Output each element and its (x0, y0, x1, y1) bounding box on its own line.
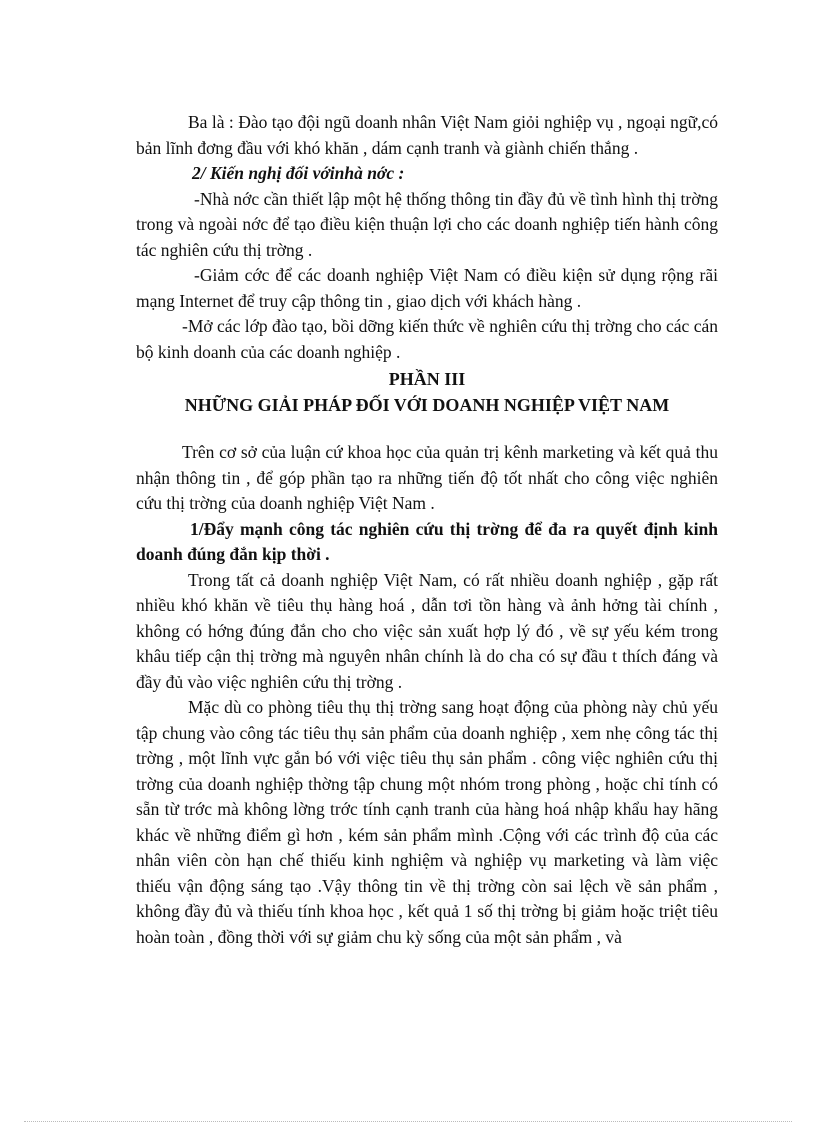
paragraph-difficulties: Trong tất cả doanh nghiệp Việt Nam, có rất nhiều doanh nghiệp , gặp rất nhiều khó khăn về tiêu thụ hàng hoá , dẫn tơi tồn hàng và ảnh hởng tài chính , không có hớng đúng đắn cho cho việc sản xuất hợp lý đó , về sự yếu kém trong khâu tiếp cận thị trờng mà nguyên nhân chính là do cha có sự đầu t thích đáng và đầy đủ vào việc nghiên cứu thị trờng . (136, 569, 718, 692)
part-heading: PHẦN III (388, 369, 466, 389)
paragraph-reduce-fees: -Giảm cớc để các doanh nghiệp Việt Nam có điều kiện sử dụng rộng rãi mạng Internet để truy cập thông tin , giao dịch với khách hàng . (136, 265, 718, 311)
section-heading-recommendations: 2/ Kiến nghị đối vớinhà nớc : (192, 163, 405, 183)
paragraph-state-info-system: -Nhà nớc cần thiết lập một hệ thống thông tin đầy đủ về tình hình thị trờng trong và ngoài nớc để tạo điều kiện thuận lợi cho các doanh nghiệp tiến hành công tác nghiên cứu thị trờng . (136, 188, 718, 260)
section-heading-market-research: 1/Đẩy mạnh công tác nghiên cứu thị trờng để đa ra quyết định kinh doanh đúng đắn kịp thời . (136, 518, 718, 564)
part-title: NHỮNG GIẢI PHÁP ĐỐI VỚI DOANH NGHIỆP VIỆT NAM (184, 394, 670, 415)
paragraph-ba-la: Ba là : Đào tạo đội ngũ doanh nhân Việt Nam giỏi nghiệp vụ , ngoại ngữ,có bản lĩnh đơng đầu với khó khăn , dám cạnh tranh và giành chiến thắng . (136, 112, 718, 158)
page-bottom-divider (24, 1121, 792, 1122)
paragraph-sales-department: Mặc dù co phòng tiêu thụ thị trờng sang hoạt động của phòng này chủ yếu tập chung vào công tác tiêu thụ sản phẩm của doanh nghiệp , xem nhẹ công tác thị trờng , một lĩnh vực gắn bó với việc tiêu thụ sản phẩm . công việc nghiên cứu thị trờng của doanh nghiệp thờng tập chung một nhóm trong phòng , hoặc chỉ tính có sẵn từ trớc mà không lờng trớc tính cạnh tranh của hàng hoá nhập khẩu hay hãng khác về những điểm gì hơn , kém sản phẩm mình .Cộng với các trình độ của các nhân viên còn hạn chế thiếu kinh nghiệm và nghiệp vụ marketing và làm việc thiếu vận động sáng tạo .Vậy thông tin về thị trờng còn sai lệch về sản phẩm , không đầy đủ và thiếu tính khoa học , kết quả 1 số thị trờng bị giảm hoặc triệt tiêu hoàn toàn , đồng thời với sự giảm chu kỳ sống của một sản phẩm , và (136, 697, 718, 947)
paragraph-training-courses: -Mở các lớp đào tạo, bồi dỡng kiến thức về nghiên cứu thị trờng cho các cán bộ kinh doanh của các doanh nghiệp . (136, 316, 718, 362)
document-page (136, 110, 718, 950)
paragraph-intro: Trên cơ sở của luận cứ khoa học của quản trị kênh marketing và kết quả thu nhận thông tin , để góp phần tạo ra những tiến độ tốt nhất cho công việc nghiên cứu thị trờng của doanh nghiệp Việt Nam . (136, 442, 718, 513)
spacer (136, 418, 718, 440)
